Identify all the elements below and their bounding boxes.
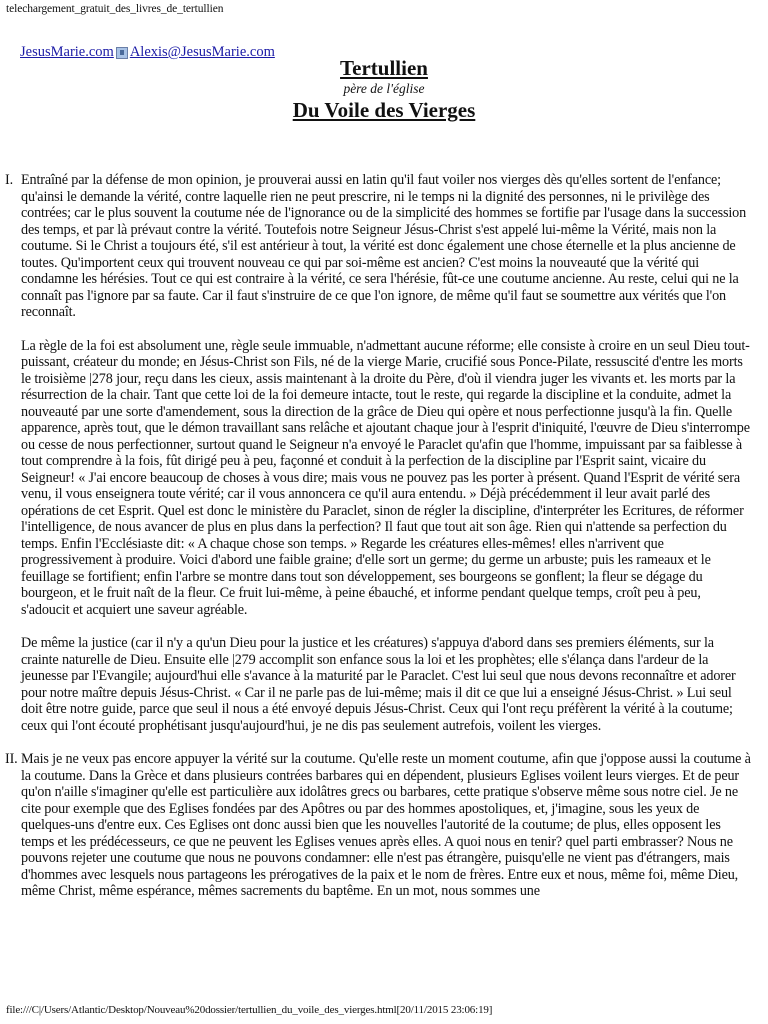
section-2 [0, 751, 768, 900]
paragraph: De même la justice (car il n'y a qu'un Dieu pour la justice et les créatures) s'appuya d'abord dans ses premiers éléments, sur la crainte naturelle de Dieu. Ensuite elle |279 accomplit son enfance sous la loi et les prophètes; elle s'élança dans l'ardeur de la jeunesse par l'Evangile; aujourd'hui elle s'avance à la maturité par le Paraclet. C'est lui seul que nous devons reconnaître et adorer pour notre maître depuis Jésus-Christ. « Car il ne parle pas de lui-même; mais il dit ce que lui a enseigné Jésus-Christ. » Lui seul doit être notre guide, parce que seul il nous a été envoyé depuis Jésus-Christ. Ceux qui l'ont reçu préfèrent la vérité à la coutume; ceux qui l'ont écouté prophétisant jusqu'aujourd'hui, je ne dis pas seulement autrefois, voilent les vierges. [21, 635, 736, 734]
print-header: telechargement_gratuit_des_livres_de_tertullien [6, 3, 224, 15]
section-marker: II. [5, 751, 18, 767]
section-marker: I. [5, 172, 13, 188]
email-link[interactable]: Alexis@JesusMarie.com [129, 44, 275, 60]
paragraph: Entraîné par la défense de mon opinion, je prouverai aussi en latin qu'il faut voiler nos vierges dès qu'elles sortent de l'enfance; qu'ainsi le demande la vérité, contre laquelle rien ne peut prescrire, ni le temps ni la dignité des personnes, ni le privilège des contrées; car le plus souvent la coutume née de l'ignorance ou de la simplicité des hommes se fortifie par l'usage dans la succession des temps, et par là prévaut contre la vérité. Toutefois notre Seigneur Jésus-Christ s'est appelé lui-même la Vérité, mais non la coutume. Si le Christ a toujours été, s'il est antérieur à tout, la vérité est donc également une chose éternelle et la plus ancienne de toutes. Qu'importent ceux qui trouvent nouveau ce qui par soi-même est ancien? C'est moins la nouveauté que la vérité qui condamne les hérésies. Tout ce qui est contraire à la vérité, ce sera l'hérésie, fût-ce une coutume ancienne. Au reste, celui qui ne la connaît pas l'ignore par sa faute. Car il faut s'instruire de ce que l'on ignore, de même qu'il faut se soumettre aux vérités que l'on reconnaît. [21, 172, 747, 320]
site-link[interactable]: JesusMarie.com [20, 44, 114, 60]
work-title: Du Voile des Vierges [292, 98, 476, 122]
author-subtitle: père de l'église [343, 81, 425, 96]
document-body [0, 172, 768, 917]
paragraph: La règle de la foi est absolument une, règle seule immuable, n'admettant aucune réforme; elle consiste à croire en un seul Dieu tout-puissant, créateur du monde; en Jésus-Christ son Fils, né de la vierge Marie, crucifié sous Ponce-Pilate, ressuscité d'entre les morts le troisième |278 jour, reçu dans les cieux, assis maintenant à la droite du Père, d'où il viendra juger les vivants et. les morts par la résurrection de la chair. Tant que cette loi de la foi demeure intacte, tout le reste, qui regarde la discipline et la conduite, admet la nouveauté par une sorte d'amendement, sous la direction de la grâce de Dieu qui opère et nous perfectionne jusqu'à la fin. Quelle apparence, après tout, que le démon travaillant sans relâche et ajoutant chaque jour à l'esprit d'iniquité, l'œuvre de Dieu s'interrompe ou cesse de nous perfectionner, surtout quand le Seigneur n'a envoyé le Paraclet qu'afin que l'homme, impuissant par sa faiblesse à tout comprendre à la fois, fût dirigé peu à peu, façonné et conduit à la perfection de la discipline par l'Esprit saint, vicaire du Seigneur! « J'ai encore beaucoup de choses à vous dire; mais vous ne pouvez pas les porter à présent. Quand l'Esprit de vérité sera venu, il vous enseignera toute vérité; car il vous annoncera ce qu'il aura entendu. » Déjà précédemment il leur avait parlé des opérations de cet Esprit. Quel est donc le ministère du Paraclet, sinon de régler la discipline, d'interpréter les Ecritures, de réformer l'intelligence, de nous avancer de plus en plus dans la perfection? Il faut que tout ait son âge. Rien qui n'attende sa perfection du temps. Enfin l'Ecclésiaste dit: « A chaque chose son temps. » Regarde les créatures elles-mêmes! elles n'arrivent que progressivement à produire. Voici d'abord une faible graine; d'elle sort un germe; du germe un arbuste; puis les rameaux et le feuillage se fortifient; enfin l'arbre se montre dans tout son développement, ses bourgeons se gonflent; la fleur se dégage du bourgeon, et le fruit naît de la fleur. Ce fruit lui-même, à peine ébauché, et informe pendant quelque temps, croît peu à peu, s'adoucit et acquiert une saveur agréable. [21, 337, 750, 618]
section-1 [0, 172, 768, 734]
title-block [0, 56, 768, 122]
paragraph: Mais je ne veux pas encore appuyer la vérité sur la coutume. Qu'elle reste un moment coutume, afin que j'oppose aussi la coutume à la coutume. Dans la Grèce et dans plusieurs contrées barbares qui en dépendent, plusieurs Eglises voilent leurs vierges. Et de peur qu'on n'aille s'imaginer qu'elle est particulière aux idolâtres grecs ou barbares, cette pratique s'observe même sous notre ciel. Je ne cite pour exemple que des Eglises fondées par des Apôtres ou par des hommes apostoliques, et, j'imagine, sous les yeux de quelques-uns d'entre eux. Ces Eglises ont donc aussi bien que les nouvelles l'autorité de la coutume; de plus, elles opposent les temps et les prédécesseurs, ce que ne peuvent les Eglises venues après elles. A quoi nous en tenir? quel parti embrasser? Nous ne pouvons rejeter une coutume que nous ne pouvons condamner: elle n'est pas étrangère, puisqu'elle ne vient pas d'étrangers, mais d'hommes avec lesquels nous partageons les prérogatives de la paix et le nom de frères. Entre eux et nous, même foi, même Dieu, même Christ, même espérance, mêmes sacrements du baptême. En un mot, nous sommes une [21, 751, 751, 899]
print-footer: file:///C|/Users/Atlantic/Desktop/Nouveau%20dossier/tertullien_du_voile_des_vierges.html[20/11/2015 23:06:19] [6, 1004, 493, 1016]
author-title: Tertullien [340, 56, 428, 80]
